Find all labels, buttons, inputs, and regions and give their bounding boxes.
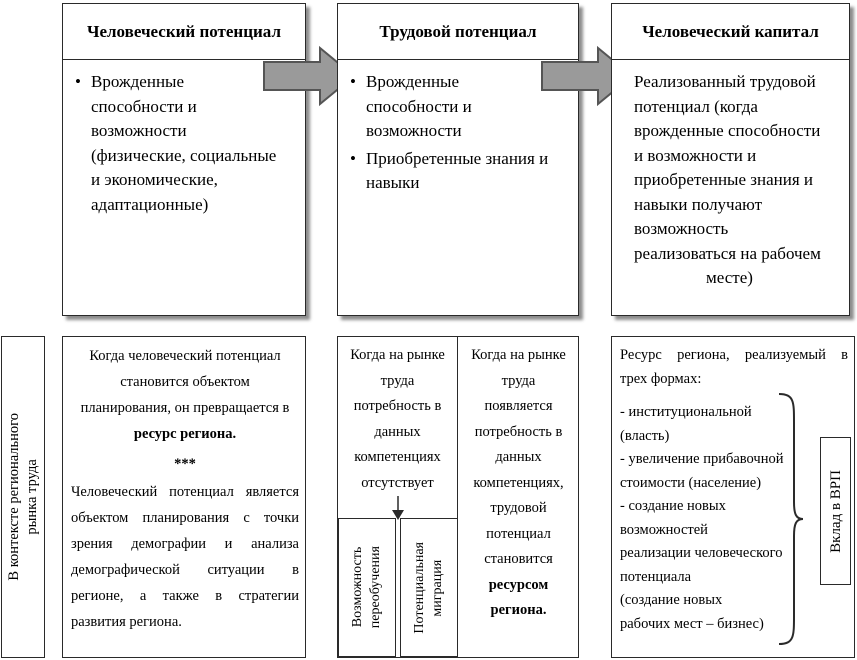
no-demand-column: Когда на рынке труда потребность в данных компетенциях отсутствует bbox=[338, 337, 458, 657]
demand-appears-column: Когда на рынке труда появляется потребность в данных компетенциях, трудовой потенциал становится ресурсом региона. bbox=[471, 347, 566, 618]
grp-contribution-box: Вклад в ВРП bbox=[820, 437, 851, 585]
human-capital-box bbox=[611, 3, 850, 316]
resource-forms-list: - институциональной (власть) - увеличение прибавочной стоимости (население) - создание новых возможностей реализации человеческого потенциала (создание новых рабочих мест – бизнес) bbox=[620, 404, 784, 632]
separator: *** bbox=[174, 456, 196, 472]
labor-potential-title: Трудовой потенциал bbox=[338, 4, 578, 60]
retraining-option-box: Возможность переобучения bbox=[338, 518, 396, 657]
curly-brace-icon bbox=[776, 392, 804, 646]
resource-of-region-label: ресурс региона. bbox=[133, 426, 237, 442]
bullet-item: • Приобретенные знания и навыки bbox=[350, 148, 549, 192]
human-potential-context-box: Когда человеческий потенциал становится объектом планирования, он превращается в ресурс региона. *** Человеческий потенциал является объектом планирования с точки зрения демографии и анализа демографической ситуации в регионе, а также в стратегии развития региона. bbox=[62, 336, 306, 658]
human-capital-title: Человеческий капитал bbox=[612, 4, 849, 60]
human-capital-text: Реализованный трудовой потенциал (когда врожденные способности и возможности и приобретенные знания и навыки получают возможность реализоваться на рабочем месте) bbox=[634, 72, 821, 287]
bullet-item: • Врожденные способности и возможности (физические, социальные и экономические, адаптационные) bbox=[75, 72, 277, 214]
human-capital-context-box: Ресурс региона, реализуемый в трех формах: - институциональной (власть) - увеличение прибавочной стоимости (население) - создание новых возможностей реализации человеческого потенциала (создание новых рабочих мест – бизнес) bbox=[611, 336, 855, 658]
regional-labor-market-label: В контексте регионального рынка труда bbox=[1, 336, 45, 658]
human-potential-title: Человеческий потенциал bbox=[63, 4, 305, 60]
arrow-down-icon bbox=[388, 496, 408, 522]
migration-option-box: Потенциальная миграция bbox=[400, 518, 458, 657]
bullet-item: • Врожденные способности и возможности bbox=[350, 72, 472, 140]
